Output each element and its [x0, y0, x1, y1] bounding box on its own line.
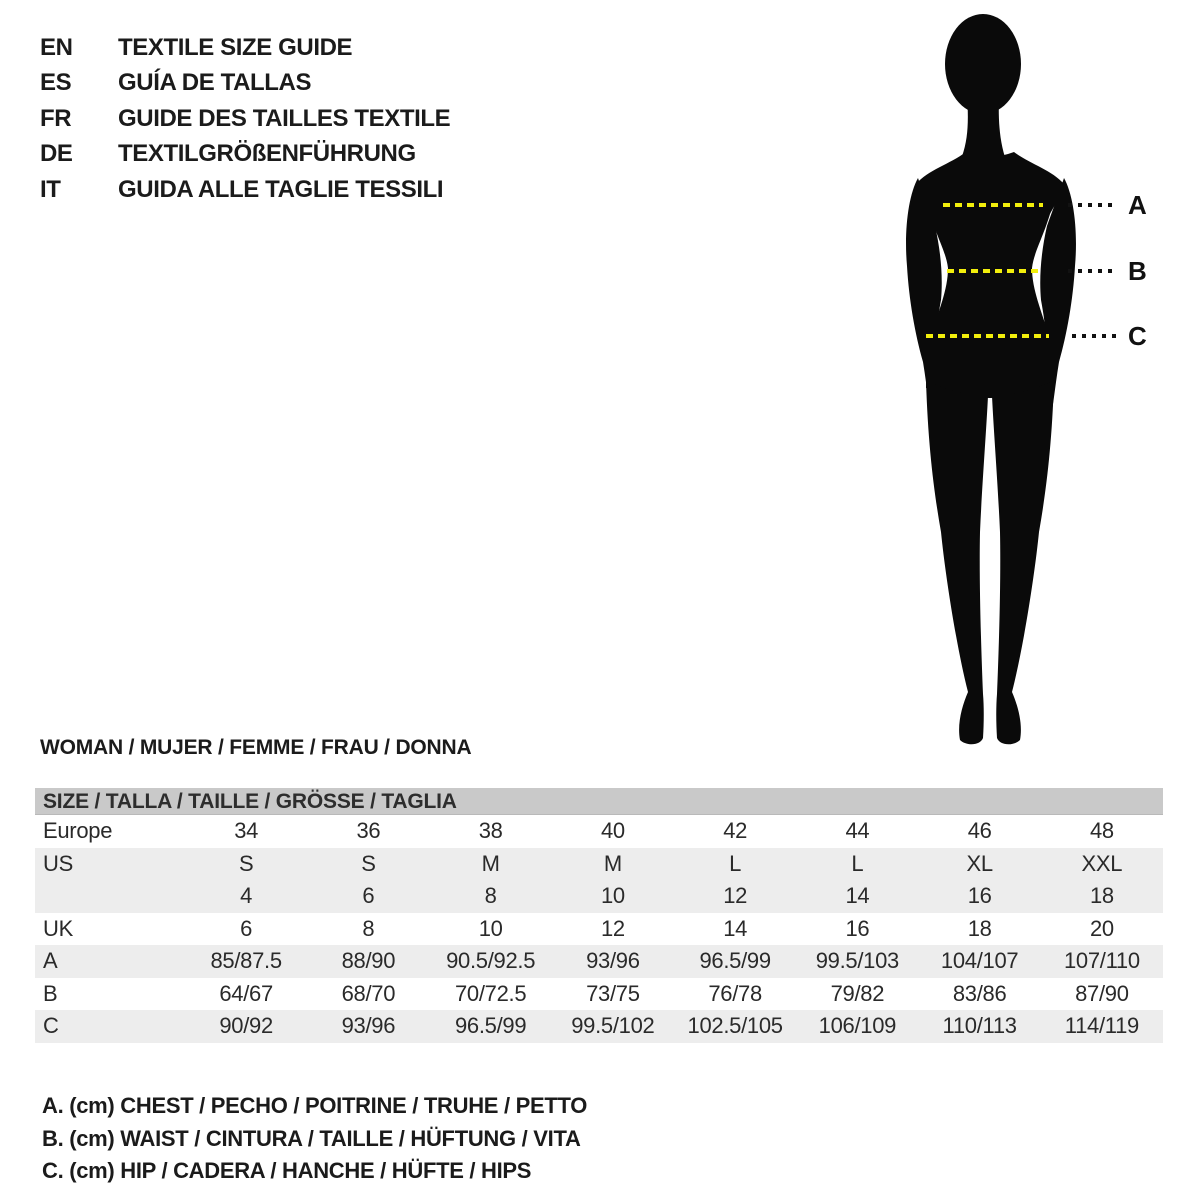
- table-row-label: C: [43, 1013, 59, 1039]
- table-cell: 4: [240, 883, 253, 909]
- table-cell: 6: [362, 883, 375, 909]
- language-title: TEXTILE SIZE GUIDE: [118, 33, 353, 61]
- language-row: [40, 66, 450, 102]
- table-cell: 96.5/99: [454, 1013, 527, 1039]
- language-title: GUIDA ALLE TAGLIE TESSILI: [118, 175, 444, 203]
- table-cell: 20: [1089, 915, 1114, 941]
- table-cell: 8: [484, 883, 497, 909]
- language-title: TEXTILGRÖßENFÜHRUNG: [118, 140, 416, 168]
- language-row: [40, 137, 450, 173]
- table-cell: 48: [1089, 818, 1114, 844]
- table-cell: 90.5/92.5: [446, 948, 536, 974]
- table-cell: L: [851, 850, 864, 876]
- table-cell: 93/96: [586, 948, 640, 974]
- table-row-label: UK: [43, 915, 73, 941]
- table-row: [35, 1010, 1163, 1043]
- table-cell: S: [238, 850, 254, 876]
- table-cell: 104/107: [940, 948, 1019, 974]
- table-cell: 110/113: [942, 1013, 1017, 1039]
- size-table-header: SIZE / TALLA / TAILLE / GRÖSSE / TAGLIA: [35, 788, 1163, 815]
- table-cell: M: [603, 850, 622, 876]
- language-row: [40, 30, 450, 66]
- table-cell: 88/90: [341, 948, 396, 974]
- chest-measure-line: [943, 203, 1043, 207]
- measurement-legend: [42, 1090, 587, 1188]
- table-cell: 10: [600, 883, 625, 909]
- table-cell: 114/119: [1064, 1013, 1139, 1039]
- section-title: WOMAN / MUJER / FEMME / FRAU / DONNA: [40, 736, 472, 759]
- table-cell: 36: [356, 818, 381, 844]
- table-cell: M: [481, 850, 500, 876]
- table-cell: 40: [600, 818, 625, 844]
- table-cell: 64/67: [219, 980, 273, 1006]
- language-title: GUIDE DES TAILLES TEXTILE: [118, 104, 451, 132]
- table-cell: 12: [600, 915, 625, 941]
- table-cell: 107/110: [1063, 948, 1140, 974]
- table-cell: 73/75: [586, 980, 640, 1006]
- table-cell: 87/90: [1075, 980, 1129, 1006]
- table-cell: 44: [845, 818, 870, 844]
- table-cell: 79/82: [830, 980, 885, 1006]
- table-cell: L: [729, 850, 742, 876]
- hip-measure-line: [926, 334, 1049, 338]
- table-row-label: A: [43, 948, 58, 974]
- table-cell: 12: [723, 883, 748, 909]
- size-table-body: [35, 815, 1163, 1043]
- marker-letter-a: A: [1128, 190, 1147, 220]
- waist-leader-line: [1068, 269, 1116, 273]
- language-code: DE: [40, 140, 73, 168]
- table-cell: 14: [845, 883, 870, 909]
- table-cell: 34: [234, 818, 259, 844]
- waist-measure-line: [947, 269, 1038, 273]
- table-cell: 46: [967, 818, 992, 844]
- language-title: GUÍA DE TALLAS: [118, 69, 312, 97]
- table-row: [35, 848, 1163, 881]
- language-code: FR: [40, 104, 72, 132]
- table-row: [35, 880, 1163, 913]
- legend-waist: B. (cm) WAIST / CINTURA / TAILLE / HÜFTUNG / VITA: [42, 1125, 581, 1151]
- table-cell: 96.5/99: [699, 948, 771, 974]
- table-cell: 18: [967, 915, 992, 941]
- table-row: [35, 815, 1163, 848]
- language-row: [40, 172, 450, 208]
- table-cell: 76/78: [708, 980, 762, 1006]
- table-cell: 90/92: [219, 1013, 273, 1039]
- table-cell: XL: [966, 850, 993, 876]
- table-row: [35, 945, 1163, 978]
- table-cell: 18: [1089, 883, 1114, 909]
- table-row: [35, 913, 1163, 946]
- table-cell: 70/72.5: [454, 980, 527, 1006]
- chest-leader-line: [1068, 203, 1116, 207]
- legend-hip: C. (cm) HIP / CADERA / HANCHE / HÜFTE / HIPS: [42, 1158, 532, 1183]
- table-cell: 102.5/105: [687, 1013, 783, 1039]
- table-cell: XXL: [1081, 850, 1123, 876]
- language-row: [40, 101, 450, 137]
- table-row-label: B: [43, 980, 58, 1006]
- language-code: IT: [40, 175, 61, 203]
- table-cell: 42: [723, 818, 748, 844]
- table-cell: 93/96: [341, 1013, 396, 1039]
- table-row-label: Europe: [43, 818, 113, 844]
- table-cell: 83/86: [952, 980, 1007, 1006]
- table-cell: 38: [478, 818, 503, 844]
- table-cell: 14: [723, 915, 748, 941]
- table-cell: 16: [845, 915, 870, 941]
- table-row-label: US: [43, 850, 73, 876]
- hip-leader-line: [1072, 334, 1116, 338]
- table-cell: 68/70: [341, 980, 396, 1006]
- language-title-list: [40, 30, 450, 208]
- size-table: [35, 788, 1163, 1043]
- marker-letter-b: B: [1128, 256, 1147, 286]
- table-cell: 8: [362, 915, 375, 941]
- marker-letter-c: C: [1128, 321, 1147, 351]
- table-cell: 16: [967, 883, 992, 909]
- table-cell: 85/87.5: [210, 948, 282, 974]
- table-cell: 6: [240, 915, 253, 941]
- table-row: [35, 978, 1163, 1011]
- woman-silhouette: [880, 0, 1200, 760]
- table-cell: 10: [478, 915, 503, 941]
- table-cell: 106/109: [818, 1013, 897, 1039]
- table-cell: 99.5/102: [571, 1013, 655, 1039]
- language-code: EN: [40, 33, 73, 61]
- table-cell: 99.5/103: [815, 948, 899, 974]
- language-code: ES: [40, 69, 72, 97]
- table-cell: S: [361, 850, 376, 876]
- legend-chest: A. (cm) CHEST / PECHO / POITRINE / TRUHE / PETTO: [42, 1093, 588, 1118]
